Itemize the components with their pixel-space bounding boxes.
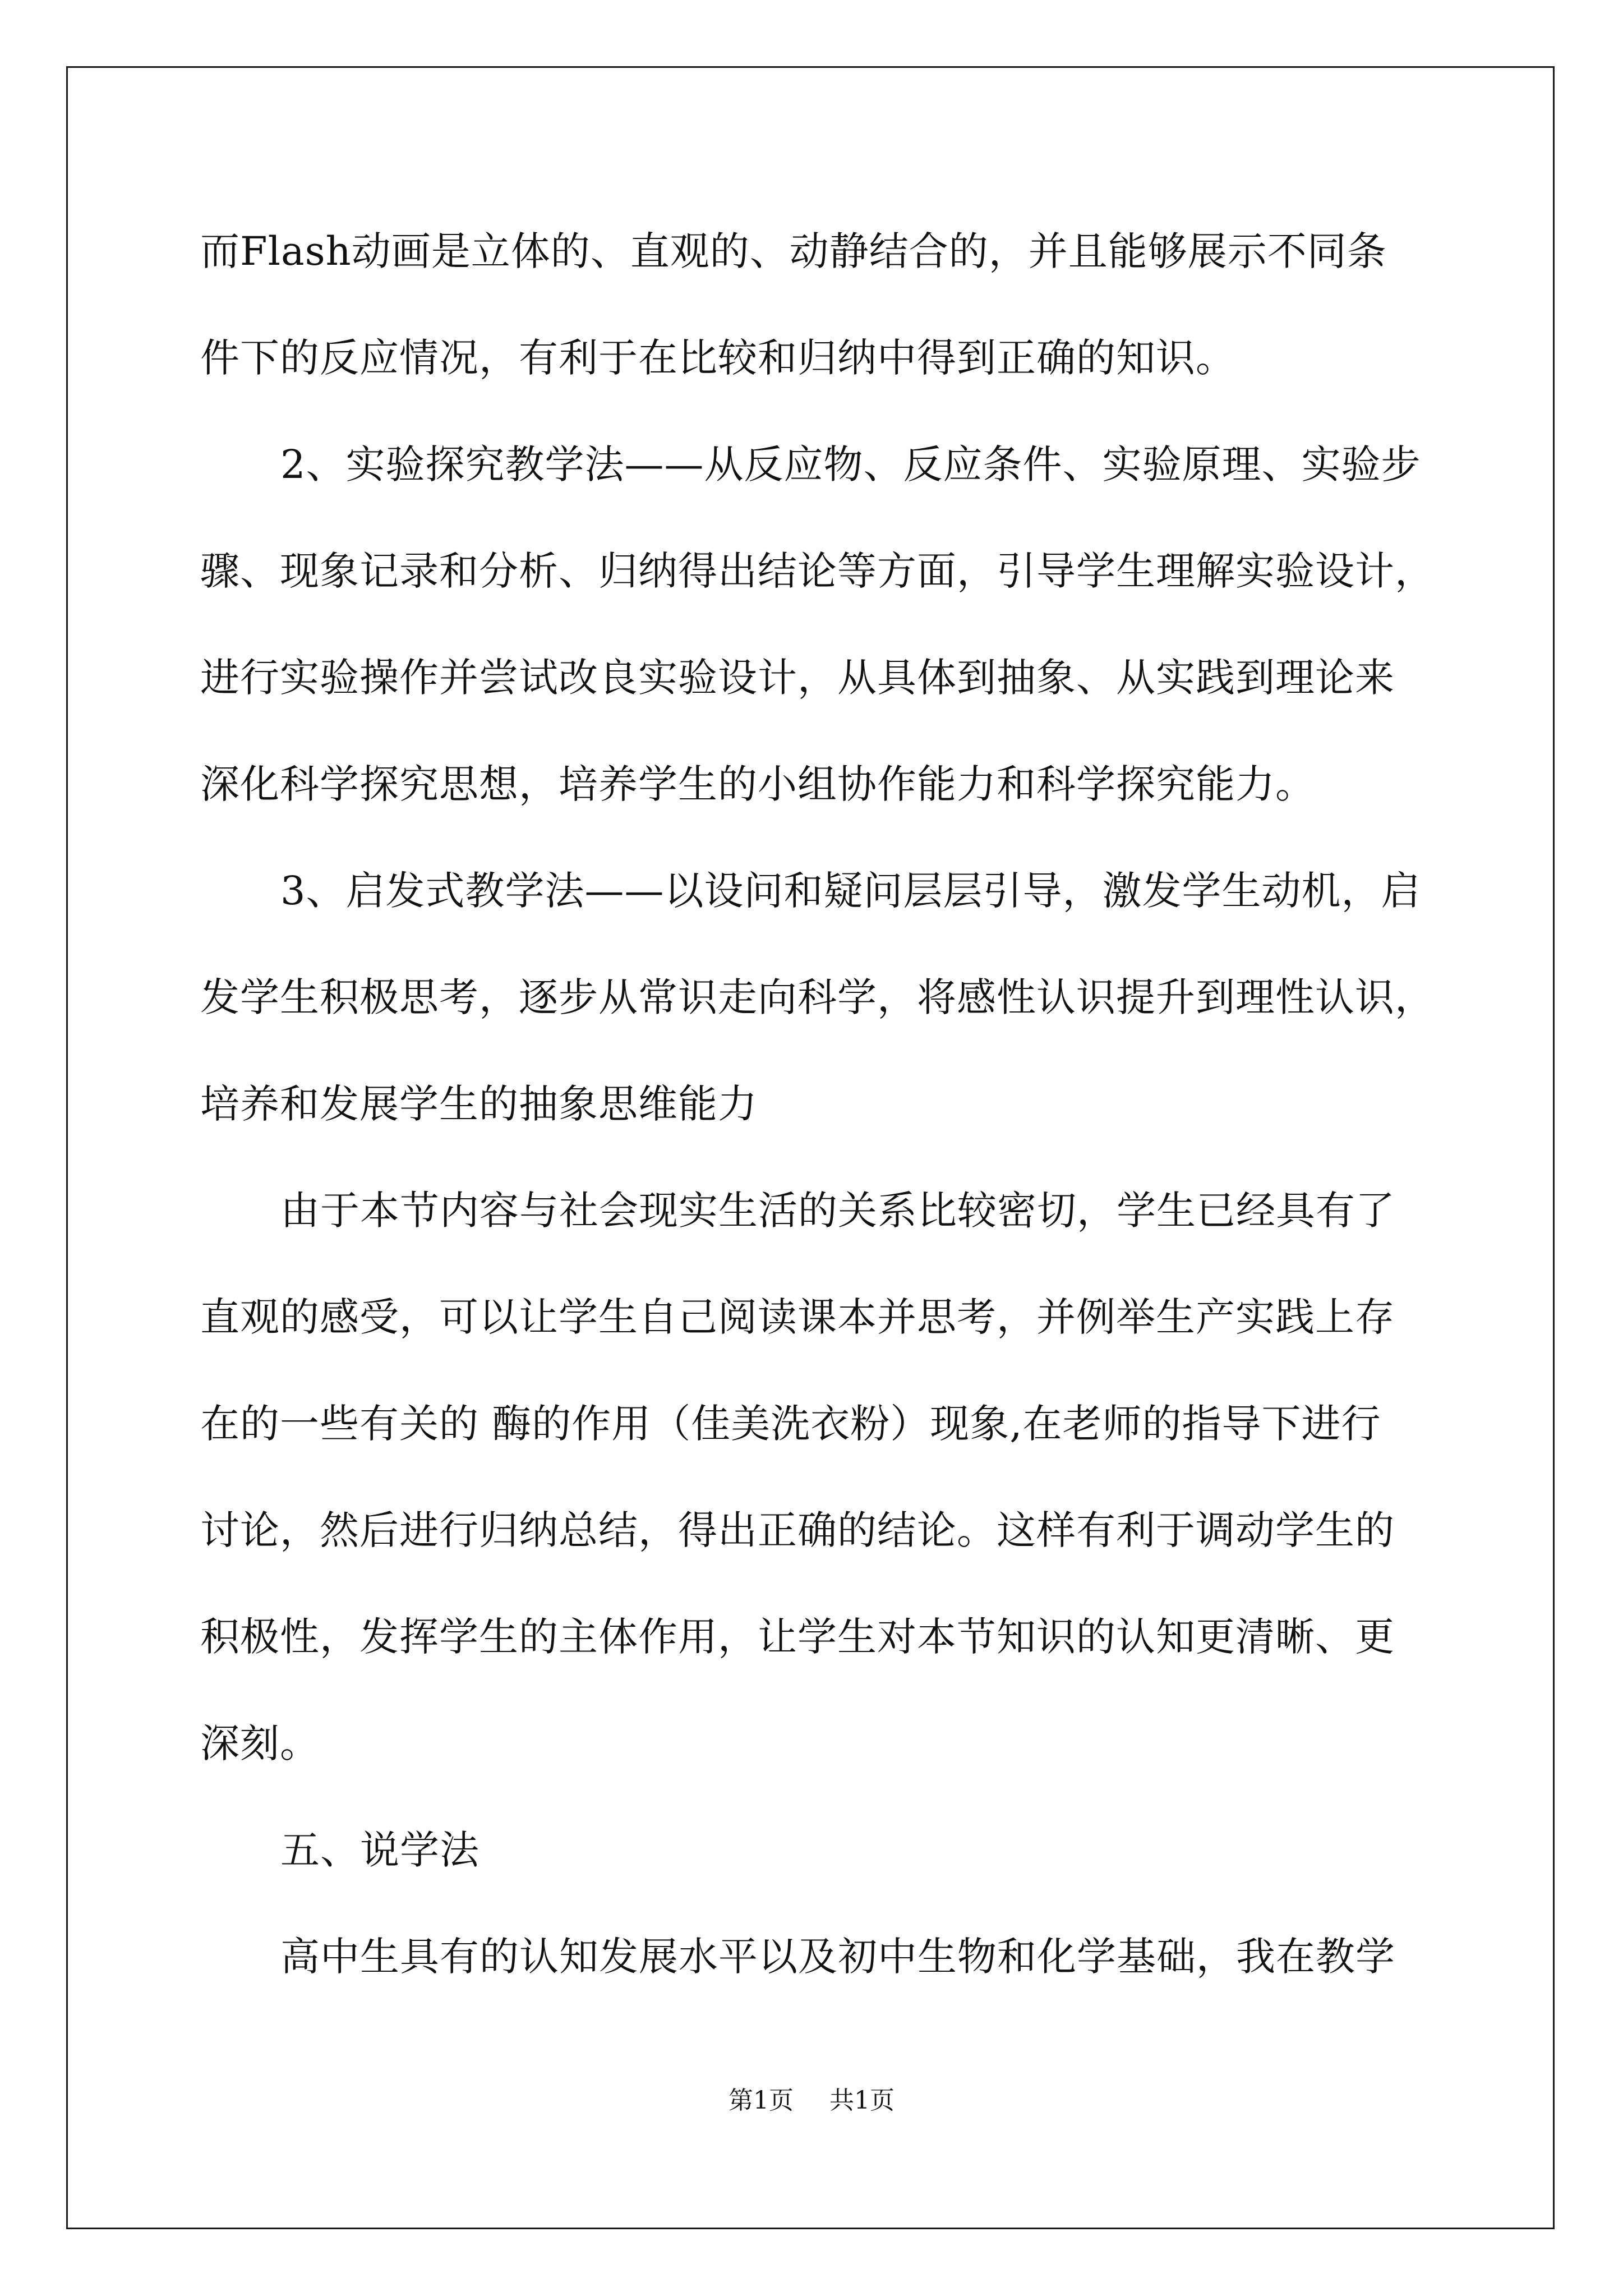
text-line: 讨论，然后进行归纳总结，得出正确的结论。这样有利于调动学生的: [200, 1507, 1395, 1553]
page-border: [66, 66, 1555, 2229]
text-line: 而Flash动画是立体的、直观的、动静结合的，并且能够展示不同条: [200, 228, 1387, 274]
text-line: 深化科学探究思想，培养学生的小组协作能力和科学探究能力。: [200, 761, 1315, 807]
text-line: 直观的感受，可以让学生自己阅读课本并思考，并例举生产实践上存: [200, 1294, 1395, 1340]
text-line: 培养和发展学生的抽象思维能力: [200, 1081, 758, 1127]
text-line: 件下的反应情况，有利于在比较和归纳中得到正确的知识。: [200, 335, 1235, 381]
text-line: 发学生积极思考，逐步从常识走向科学，将感性认识提升到理性认识，: [200, 974, 1435, 1020]
text-line: 高中生具有的认知发展水平以及初中生物和化学基础，我在教学: [280, 1934, 1395, 1980]
page-total: 共1页: [829, 2086, 895, 2115]
text-line: 在的一些有关的 酶的作用（佳美洗衣粉）现象,在老师的指导下进行: [200, 1401, 1381, 1447]
text-line: 积极性，发挥学生的主体作用，让学生对本节知识的认知更清晰、更: [200, 1614, 1395, 1660]
text-line: 骤、现象记录和分析、归纳得出结论等方面，引导学生理解实验设计，: [200, 548, 1435, 594]
section-heading: 五、说学法: [280, 1827, 479, 1873]
text-line: 深刻。: [200, 1720, 320, 1766]
text-line: 2、实验探究教学法——从反应物、反应条件、实验原理、实验步: [280, 441, 1421, 487]
text-line: 3、启发式教学法——以设问和疑问层层引导，激发学生动机，启: [280, 868, 1421, 914]
page-footer: [0, 2084, 1623, 2118]
page-number: 第1页: [728, 2086, 794, 2115]
text-line: 由于本节内容与社会现实生活的关系比较密切，学生已经具有了: [280, 1188, 1395, 1234]
text-line: 进行实验操作并尝试改良实验设计，从具体到抽象、从实践到理论来: [200, 655, 1395, 701]
